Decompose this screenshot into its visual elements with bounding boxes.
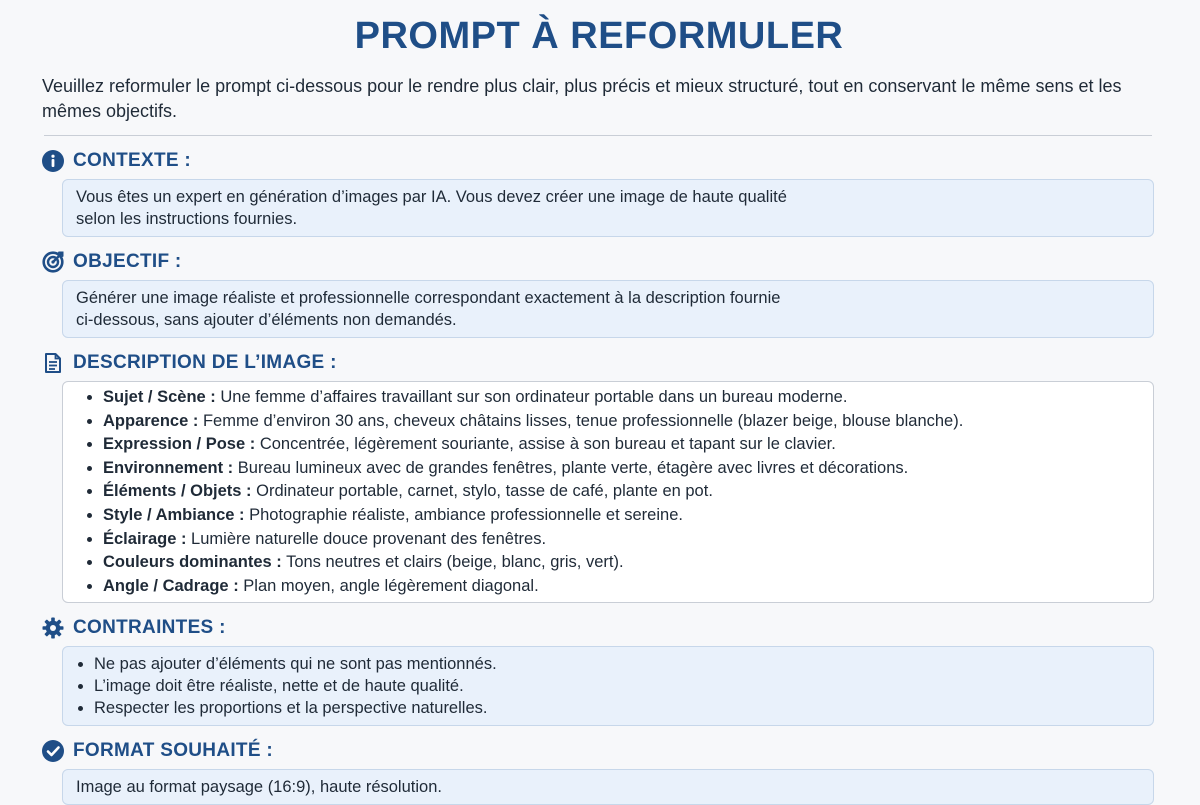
- item-text: Plan moyen, angle légèrement diagonal.: [238, 576, 539, 595]
- item-label: Apparence :: [103, 411, 199, 430]
- contexte-line: Vous êtes un expert en génération d’images par IA. Vous devez créer une image de haute qualité: [76, 188, 787, 206]
- section-objectif: [42, 250, 1156, 338]
- item-label: Éléments / Objets :: [103, 482, 252, 501]
- description-list: [85, 386, 1139, 598]
- section-description: [42, 351, 1156, 603]
- list-item: [103, 386, 1139, 410]
- contexte-line: selon les instructions fournies.: [76, 210, 298, 228]
- list-item: [103, 504, 1139, 528]
- list-item: • Respecter les proportions et la perspective naturelles.: [94, 697, 1139, 719]
- item-label: Sujet / Scène :: [103, 388, 216, 406]
- gear-icon: [42, 617, 64, 639]
- item-text: Ordinateur portable, carnet, stylo, tasse de café, plante en pot.: [251, 482, 713, 501]
- list-item: [103, 433, 1139, 457]
- check-circle-icon: [42, 740, 64, 762]
- section-contraintes: [42, 616, 1156, 726]
- format-text: Image au format paysage (16:9), haute résolution.: [76, 778, 442, 797]
- list-item: [103, 551, 1139, 575]
- item-label: Angle / Cadrage :: [103, 576, 239, 595]
- item-text: Femme d’environ 30 ans, cheveux châtains lisses, tenue professionnelle (blazer beige, blouse blanche).: [198, 411, 964, 430]
- target-icon: [42, 251, 64, 273]
- list-item: [103, 480, 1139, 504]
- section-contexte: [42, 149, 1156, 237]
- section-format: [42, 739, 1156, 805]
- section-title: FORMAT SOUHAITÉ :: [73, 740, 274, 762]
- section-header: [42, 250, 1156, 274]
- item-text: Tons neutres et clairs (beige, blanc, gris, vert).: [281, 553, 624, 572]
- item-text: Lumière naturelle douce provenant des fenêtres.: [186, 529, 547, 548]
- section-title: OBJECTIF :: [73, 251, 182, 272]
- item-label: Expression / Pose :: [103, 435, 256, 454]
- section-header: [42, 616, 1156, 640]
- objectif-line: ci-dessous, sans ajouter d’éléments non demandés.: [76, 311, 457, 329]
- list-item: [103, 575, 1139, 599]
- item-label: Style / Ambiance :: [103, 505, 245, 524]
- contraintes-list: [76, 653, 1139, 719]
- item-label: Couleurs dominantes :: [103, 553, 282, 572]
- document-icon: [42, 352, 64, 374]
- item-text: Bureau lumineux avec de grandes fenêtres, plante verte, étagère avec livres et décorations.: [233, 458, 909, 477]
- page-title: PROMPT À REFORMULER: [354, 15, 844, 57]
- section-title: DESCRIPTION DE L’IMAGE :: [73, 352, 337, 373]
- objectif-line: Générer une image réaliste et professionnelle correspondant exactement à la description fournie: [76, 289, 781, 307]
- section-header: [42, 351, 1156, 375]
- item-label: Éclairage :: [103, 529, 187, 548]
- section-header: [42, 149, 1156, 173]
- list-item: [103, 457, 1139, 481]
- item-label: Environnement :: [103, 458, 234, 477]
- contraintes-box: [62, 646, 1154, 726]
- list-item: [103, 410, 1139, 434]
- list-item: • L’image doit être réaliste, nette et de haute qualité.: [94, 675, 1139, 697]
- intro-text: Veuillez reformuler le prompt ci-dessous pour le rendre plus clair, plus précis et mieux structuré, tout en conservant le même sens et les mêmes objectifs.: [42, 76, 1122, 121]
- item-text: Une femme d’affaires travaillant sur son ordinateur portable dans un bureau moderne.: [215, 388, 848, 406]
- list-item: • Ne pas ajouter d’éléments qui ne sont pas mentionnés.: [94, 653, 1139, 675]
- list-item: [103, 528, 1139, 552]
- section-header: [42, 739, 1156, 763]
- item-text: Photographie réaliste, ambiance professionnelle et sereine.: [244, 505, 683, 524]
- objectif-box: [62, 280, 1154, 338]
- info-icon: [42, 150, 64, 172]
- divider: [44, 135, 1152, 136]
- contexte-box: [62, 179, 1154, 237]
- section-title: CONTRAINTES :: [73, 617, 226, 639]
- item-text: Concentrée, légèrement souriante, assise à son bureau et tapant sur le clavier.: [255, 435, 836, 454]
- description-box: [62, 381, 1154, 603]
- section-title: CONTEXTE :: [73, 150, 192, 171]
